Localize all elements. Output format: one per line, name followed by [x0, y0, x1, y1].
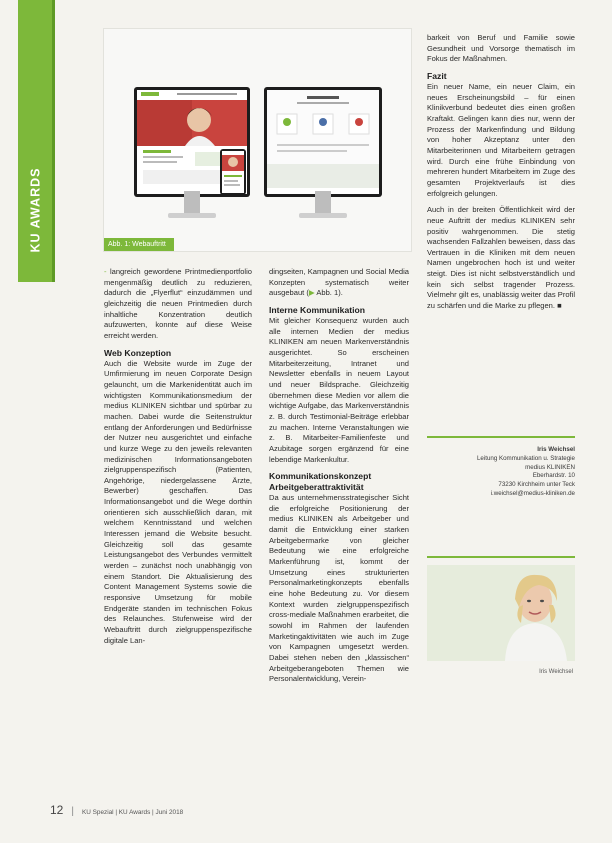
author-photo-illustration — [427, 565, 575, 661]
smartphone-mockup — [220, 149, 246, 195]
figure-caption: Abb. 1: Webauftritt — [104, 238, 174, 251]
text-column-2 — [269, 267, 409, 685]
monitor-base-left — [168, 213, 216, 218]
page-footer — [50, 803, 183, 817]
portrait-caption: Iris Weichsel — [539, 669, 573, 675]
paragraph-kommunikationskonzept: Da aus unternehmensstrategischer Sicht die erfolgreiche Positionierung der medius KLINIKEN als Arbeitgeber und damit die Entwicklung einer starken Arbeitgebermarke von gleicher Bedeutung wie eine erfolgreiche Markenführung ist, kommt der Umsetzung eines strukturierten Personalmarketingkonzepts ebenfalls eine hohe Bedeutung zu. Vor diesem Kontext wurden zielgruppenspezifisch cross-mediale Maßnahmen erarbeitet, die sowohl im Rahmen der laufenden Marketingaktivitäten wie auch im Zuge von Kampagnen umgesetzt werden. Dabei stehen neben den „klassischen“ Arbeitgeberangeboten Themen wie Personalentwicklung, Verein- — [269, 493, 409, 684]
monitor-screen-right — [264, 87, 382, 197]
paragraph-landingpages-end: ). — [338, 288, 343, 298]
desktop-monitor-right — [264, 87, 382, 225]
author-portrait — [427, 565, 575, 675]
author-role: Leitung Kommunikation u. Strategie — [476, 454, 575, 462]
paragraph-oeffentlichkeit — [427, 205, 575, 312]
divider-line — [427, 436, 575, 438]
paragraph-interne-kommunikation: Mit gleicher Konsequenz wurden auch alle internen Medien der medius KLINIKEN am neuen Markenverständnis ausgerichtet. So erscheinen Mitarbeiterzeitung, Intranet und Newsletter ebenfalls in neuem Layout und neuer Bildsprache. Gleichzeitig übernehmen diese Medien vor allem die wichtige Aufgabe, das Markenverständnis z. B. durch Testimonial-Beiträge erlebbar zu machen. Interne Veranstaltungen wie z. B. Mitarbeiter-Familienfeste und Azubitage sorgen ergänzend für eine lebendige Markenkultur. — [269, 315, 409, 464]
author-org: medius KLINIKEN — [525, 463, 575, 471]
monitor-base-right — [299, 213, 347, 218]
text-column-3 — [427, 33, 575, 312]
bullet-mark: - — [104, 267, 110, 276]
arrow-right-icon: ▶ — [308, 288, 317, 298]
footer-separator: | — [71, 806, 74, 817]
text-column-1 — [104, 267, 252, 646]
heading-interne-kommunikation: Interne Kommunikation — [269, 304, 365, 315]
heading-web-konzeption: Web Konzeption — [104, 347, 172, 358]
figure-reference: Abb. 1 — [316, 288, 339, 298]
paragraph-fazit: Ein neuer Name, ein neuer Claim, ein neues Erscheinungsbild – für einen Klinikverbund bedeutet dies einen großen Kraftakt. Gelingen kann dies nur, wenn der Prozess der Markenfindung und Bildung von hoher Akzeptanz unter den Mitarbeiterinnen und Mitarbeitern getragen wird. Durch eine frühe Einbindung von mehreren hundert Mitarbeitern im Zuge des gesamten Projektverlaufs ist dies erfolgreich gelungen. — [427, 81, 575, 198]
end-mark-icon: ■ — [557, 301, 562, 311]
website-mockup-right-illustration — [267, 90, 379, 188]
smartphone-screen-illustration — [222, 151, 244, 193]
author-city: 73230 Kirchheim unter Teck — [498, 481, 575, 489]
paragraph-printmedia-text: langreich gewordene Printmedienportfolio mengenmäßig deutlich zu reduzieren, dadurch die „Flyerflut“ einzudämmen und gleichzeitig die neuen Printmedien durch inhaltliche Konzentration deutlich aufzuwerten, konnte auf diese Weise erreicht werden. — [104, 267, 252, 340]
heading-kommunikationskonzept: Kommunikationskonzept Arbeitgeberattraktivität — [269, 471, 372, 493]
paragraph-web-konzeption: Auch die Website wurde im Zuge der Umfirmierung im neuen Corporate Design gelauncht, um die Markenidentität auch im wichtigsten Kommunikationsmedium der medius KLINIKEN sichtbar und spürbar zu machen. Dabei wurde die Seitenstruktur entlang der Anforderungen und Bedürfnisse der Nutzer neu ausgerichtet und einfache und kurze Wege zu den jeweils relevanten medizinischen Informationsangeboten zielgruppenspezifisch (Patienten, Angehörige, niedergelassene Ärzte, Bewerber) geschaffen. Das Informationsangebot und die Wege dorthin orientieren sich ausschließlich daran, mit welchem Kenntnisstand und welchen Interessen jemand die Website besucht. Gleichzeitig soll das gesamte Leistungsangebot des Verbundes vermittelt werden – zunächst noch unabhängig von einem Standort. Die Aktualisierung des Content Management Systems sowie die responsive Umsetzung für mobile Endgeräte standen im technischen Fokus des Relaunches. Stufenweise wird der Webauftritt durch zielgruppenspezifische digitale Lan- — [104, 358, 252, 645]
paragraph-printmedia — [104, 267, 252, 342]
monitor-stand-left — [184, 191, 200, 213]
divider-line-2 — [427, 556, 575, 558]
paragraph-oeffentlichkeit-text: Auch in der breiten Öffentlichkeit wird der neue Auftritt der medius KLINIKEN sehr positiv wahrgenommen. Die stetig wachsenden Fallzahlen beweisen, dass das Vertrauen in die Kliniken mit dem neuen Namen ungebrochen hoch ist und weiter steigt. Dies ist nicht selbstverständlich und kein sich selbst tragender Prozess. Vielmehr gilt es, unablässig weiter das Profil zu schärfen und die Marke zu pflegen. — [427, 205, 575, 311]
page-number: 12 — [50, 803, 64, 817]
section-tab-label: KU AWARDS — [28, 167, 42, 253]
author-street: Eberhardstr. 10 — [532, 472, 575, 480]
paragraph-landingpages — [269, 267, 409, 299]
section-tab-label-wrap — [18, 150, 52, 270]
footer-source: KU Spezial | KU Awards | Juni 2018 — [81, 809, 184, 816]
paragraph-landingpages-text: dingseiten, Kampagnen und Social Media Konzepten systematisch weiter ausgebaut ( — [269, 267, 409, 298]
section-side-tab — [18, 0, 55, 282]
heading-fazit: Fazit — [427, 70, 447, 81]
website-figure — [103, 28, 412, 252]
monitor-stand-right — [315, 191, 331, 213]
author-name: Iris Weichsel — [537, 446, 575, 453]
website-screenshot-right — [267, 90, 379, 194]
paragraph-vereinbarkeit: barkeit von Beruf und Familie sowie Gesundheit und Vorsorge thematisch im Fokus der Maßnahmen. — [427, 33, 575, 64]
author-contact — [427, 446, 575, 499]
author-email: i.weichsel@medius-kliniken.de — [490, 489, 575, 497]
